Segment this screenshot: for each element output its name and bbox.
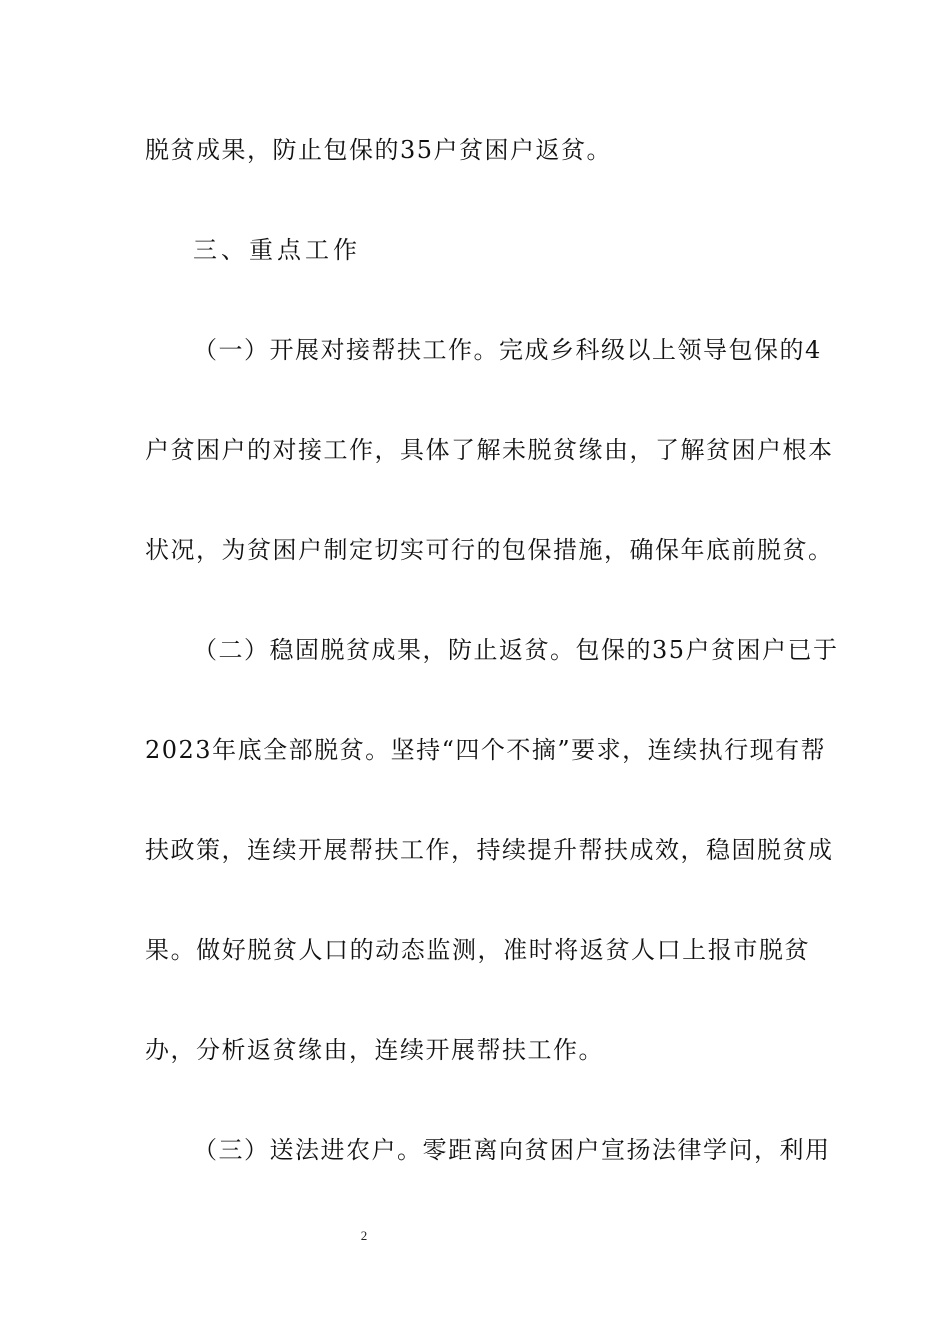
paragraph-line: （一）开展对接帮扶工作。完成乡科级以上领导包保的4 <box>193 336 822 364</box>
paragraph-line: 2023年底全部脱贫。坚持“四个不摘”要求，连续执行现有帮 <box>145 736 827 764</box>
section-heading: 三、重点工作 <box>193 236 361 264</box>
paragraph-line: （三）送法进农户。零距离向贫困户宣扬法律学问，利用 <box>193 1136 831 1164</box>
paragraph-line: 果。做好脱贫人口的动态监测，准时将返贫人口上报市脱贫 <box>145 936 810 964</box>
paragraph-line: 脱贫成果，防止包保的35户贫困户返贫。 <box>145 136 613 164</box>
paragraph-line: 扶政策，连续开展帮扶工作，持续提升帮扶成效，稳固脱贫成 <box>145 836 834 864</box>
page-number: 2 <box>360 1228 368 1243</box>
paragraph-line: （二）稳固脱贫成果，防止返贫。包保的35户贫困户已于 <box>193 636 839 664</box>
paragraph-line: 户贫困户的对接工作，具体了解未脱贫缘由，了解贫困户根本 <box>145 436 834 464</box>
paragraph-line: 办，分析返贫缘由，连续开展帮扶工作。 <box>145 1036 604 1064</box>
paragraph-line: 状况，为贫困户制定切实可行的包保措施，确保年底前脱贫。 <box>145 536 834 564</box>
